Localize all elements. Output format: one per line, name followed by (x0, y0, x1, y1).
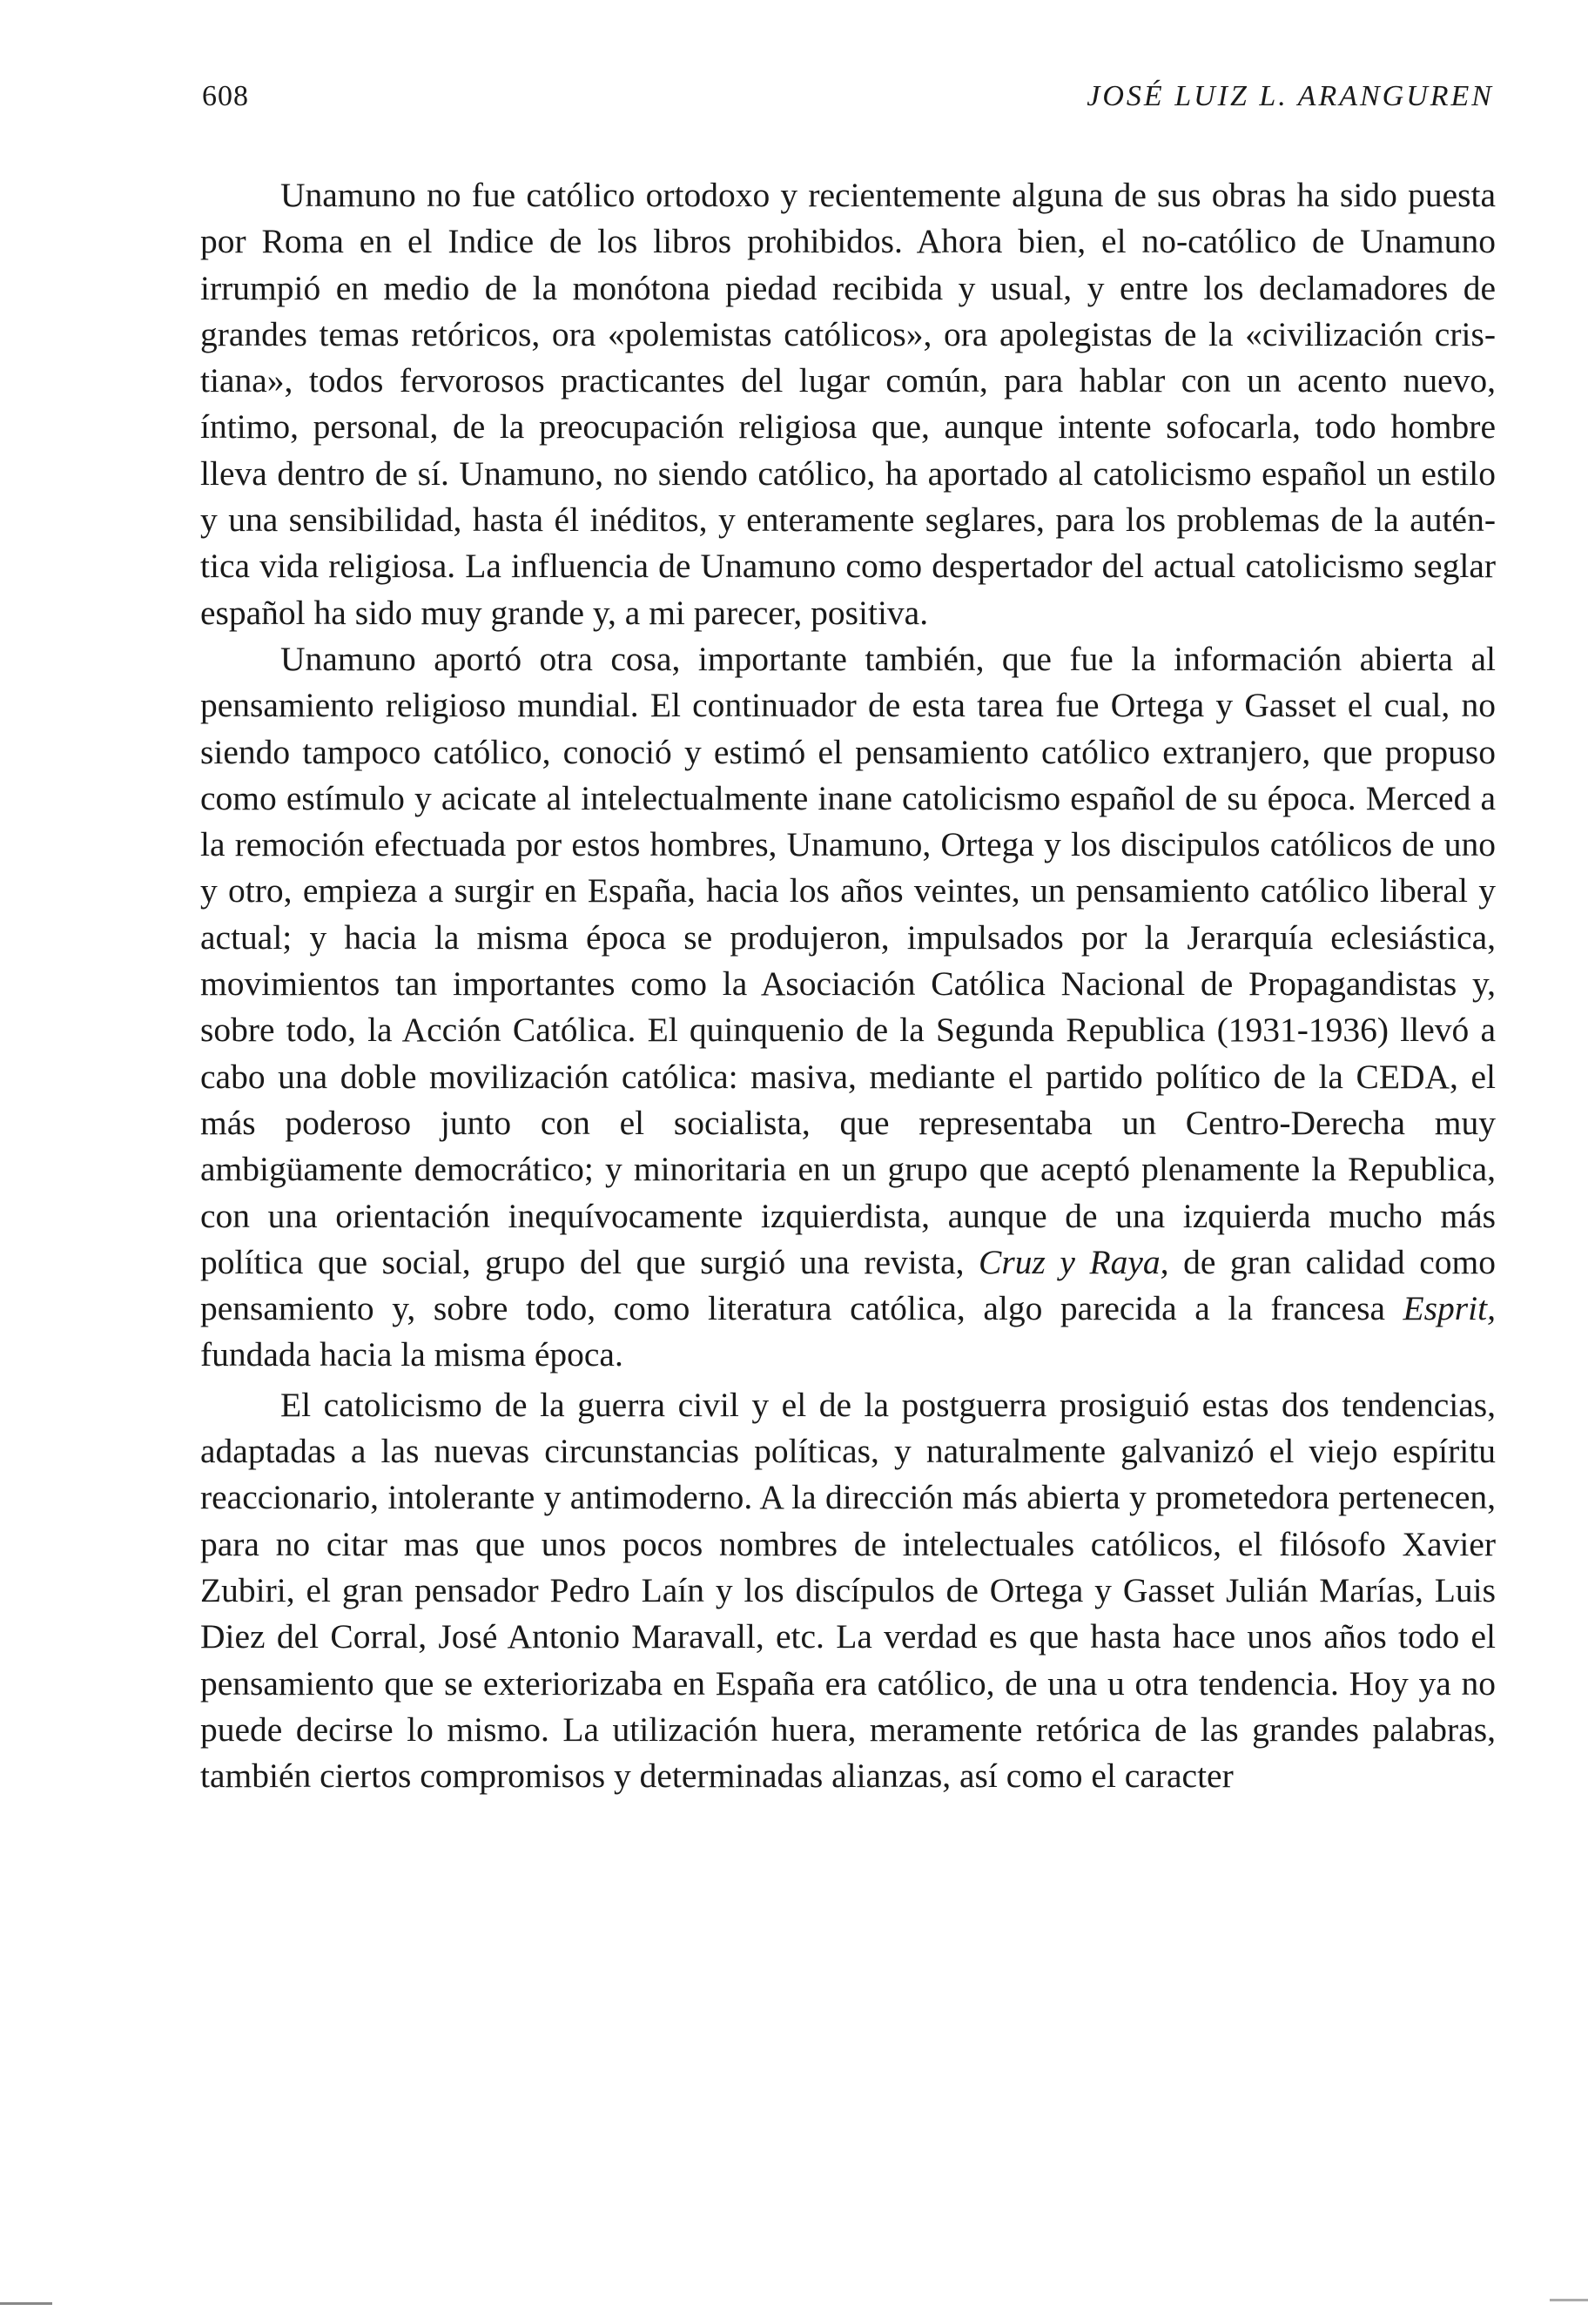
paragraph-3 (200, 1382, 1496, 1800)
body-text (200, 172, 1496, 1799)
paragraph-2 (200, 636, 1496, 1379)
page-header (202, 80, 1494, 124)
paragraph-1-text: Unamuno no fue católico ortodoxo y recientemente alguna de sus obras ha sido puesta por Roma en el Indice de los libros prohibidos. Ahora bien, el no-católico de Unamuno irrumpió en medio de la monótona piedad recibida y usual, y entre los declamadores de grandes temas retóricos, ora «polemistas católicos», ora apolegistas de la «civilización cristiana», todos fervorosos practicantes del lugar común, para hablar con un acento nuevo, íntimo, personal, de la preocupación religiosa que, aunque intente sofocarla, todo hombre lleva dentro de sí. Unamuno, no siendo católico, ha aportado al catolicismo español un estilo y una sensibilidad, hasta él inéditos, y enteramente seglares, para los problemas de la auténtica vida religiosa. La influencia de Unamuno como despertador del actual catolicismo seglar español ha sido muy grande y, a mi parecer, positiva. (200, 176, 1496, 632)
paragraph-1 (200, 172, 1496, 636)
paragraph-2-text-b: de gran calidad como pensamiento y, sobre todo, como literatura católica, algo parecida a la francesa (200, 1242, 1496, 1328)
journal-title-cruz-y-raya: Cruz y Raya, (979, 1242, 1169, 1281)
paragraph-2-text-a: Unamuno aportó otra cosa, importante también, que fue la información abierta al pensamiento religioso mundial. El continuador de esta tarea fue Ortega y Gasset el cual, no siendo tampoco católico, conoció y estimó el pensamiento católico extranjero, que propuso como estímulo y acicate al intelectualmente inane catolicismo español de su época. Merced a la remoción efectuada por estos hombres, Unamuno, Ortega y los discipulos católicos de uno y otro, empieza a surgir en España, hacia los años veintes, un pensamiento católico liberal y actual; y hacia la misma época se produjeron, impulsados por la Jerarquía eclesiástica, movimientos tan importantes como la Asociación Católica Nacional de Propagandistas y, sobre todo, la Acción Católica. El quinquenio de la Segunda Republica (1931-1936) llevó a cabo una doble movilización católica: masiva, mediante el partido político de la CEDA, el más poderoso junto con el socialista, que representaba un Centro-Derecha muy ambigüamente democrático; y minoritaria en un grupo que aceptó plenamente la Republica, con una orientación inequívocamente izquierdista, aunque de una izquierda mucho más política que social, grupo del que surgió una revista, (200, 639, 1496, 1281)
page-number: 608 (202, 80, 249, 112)
scan-edge-mark-right (1550, 2299, 1588, 2301)
paragraph-3-text: El catolicismo de la guerra civil y el de la postguerra prosiguió estas dos tendencias, adaptadas a las nuevas circunstancias políticas, y naturalmente galvanizó el viejo espíritu reaccionario, intolerante y antimoderno. A la dirección más abierta y prometedora pertenecen, para no citar mas que unos pocos nombres de intelectuales católicos, el filósofo Xavier Zubiri, el gran pensador Pedro Laín y los discípulos de Ortega y Gasset Julián Marías, Luis Diez del Corral, José Antonio Maravall, etc. La verdad es que hasta hace unos años todo el pensamiento que se exteriorizaba en España era católico, de una u otra tendencia. Hoy ya no puede decirse lo mismo. La utilización huera, meramente retórica de las grandes palabras, también ciertos compromisos y determinadas alianzas, así como el caracter (200, 1385, 1496, 1796)
paragraph-2-text-c: fundada hacia la misma época. (200, 1335, 623, 1374)
journal-title-esprit: Esprit, (1403, 1289, 1496, 1328)
running-head: JOSÉ LUIZ L. ARANGUREN (1087, 80, 1494, 112)
scan-edge-mark-left (0, 2302, 52, 2305)
